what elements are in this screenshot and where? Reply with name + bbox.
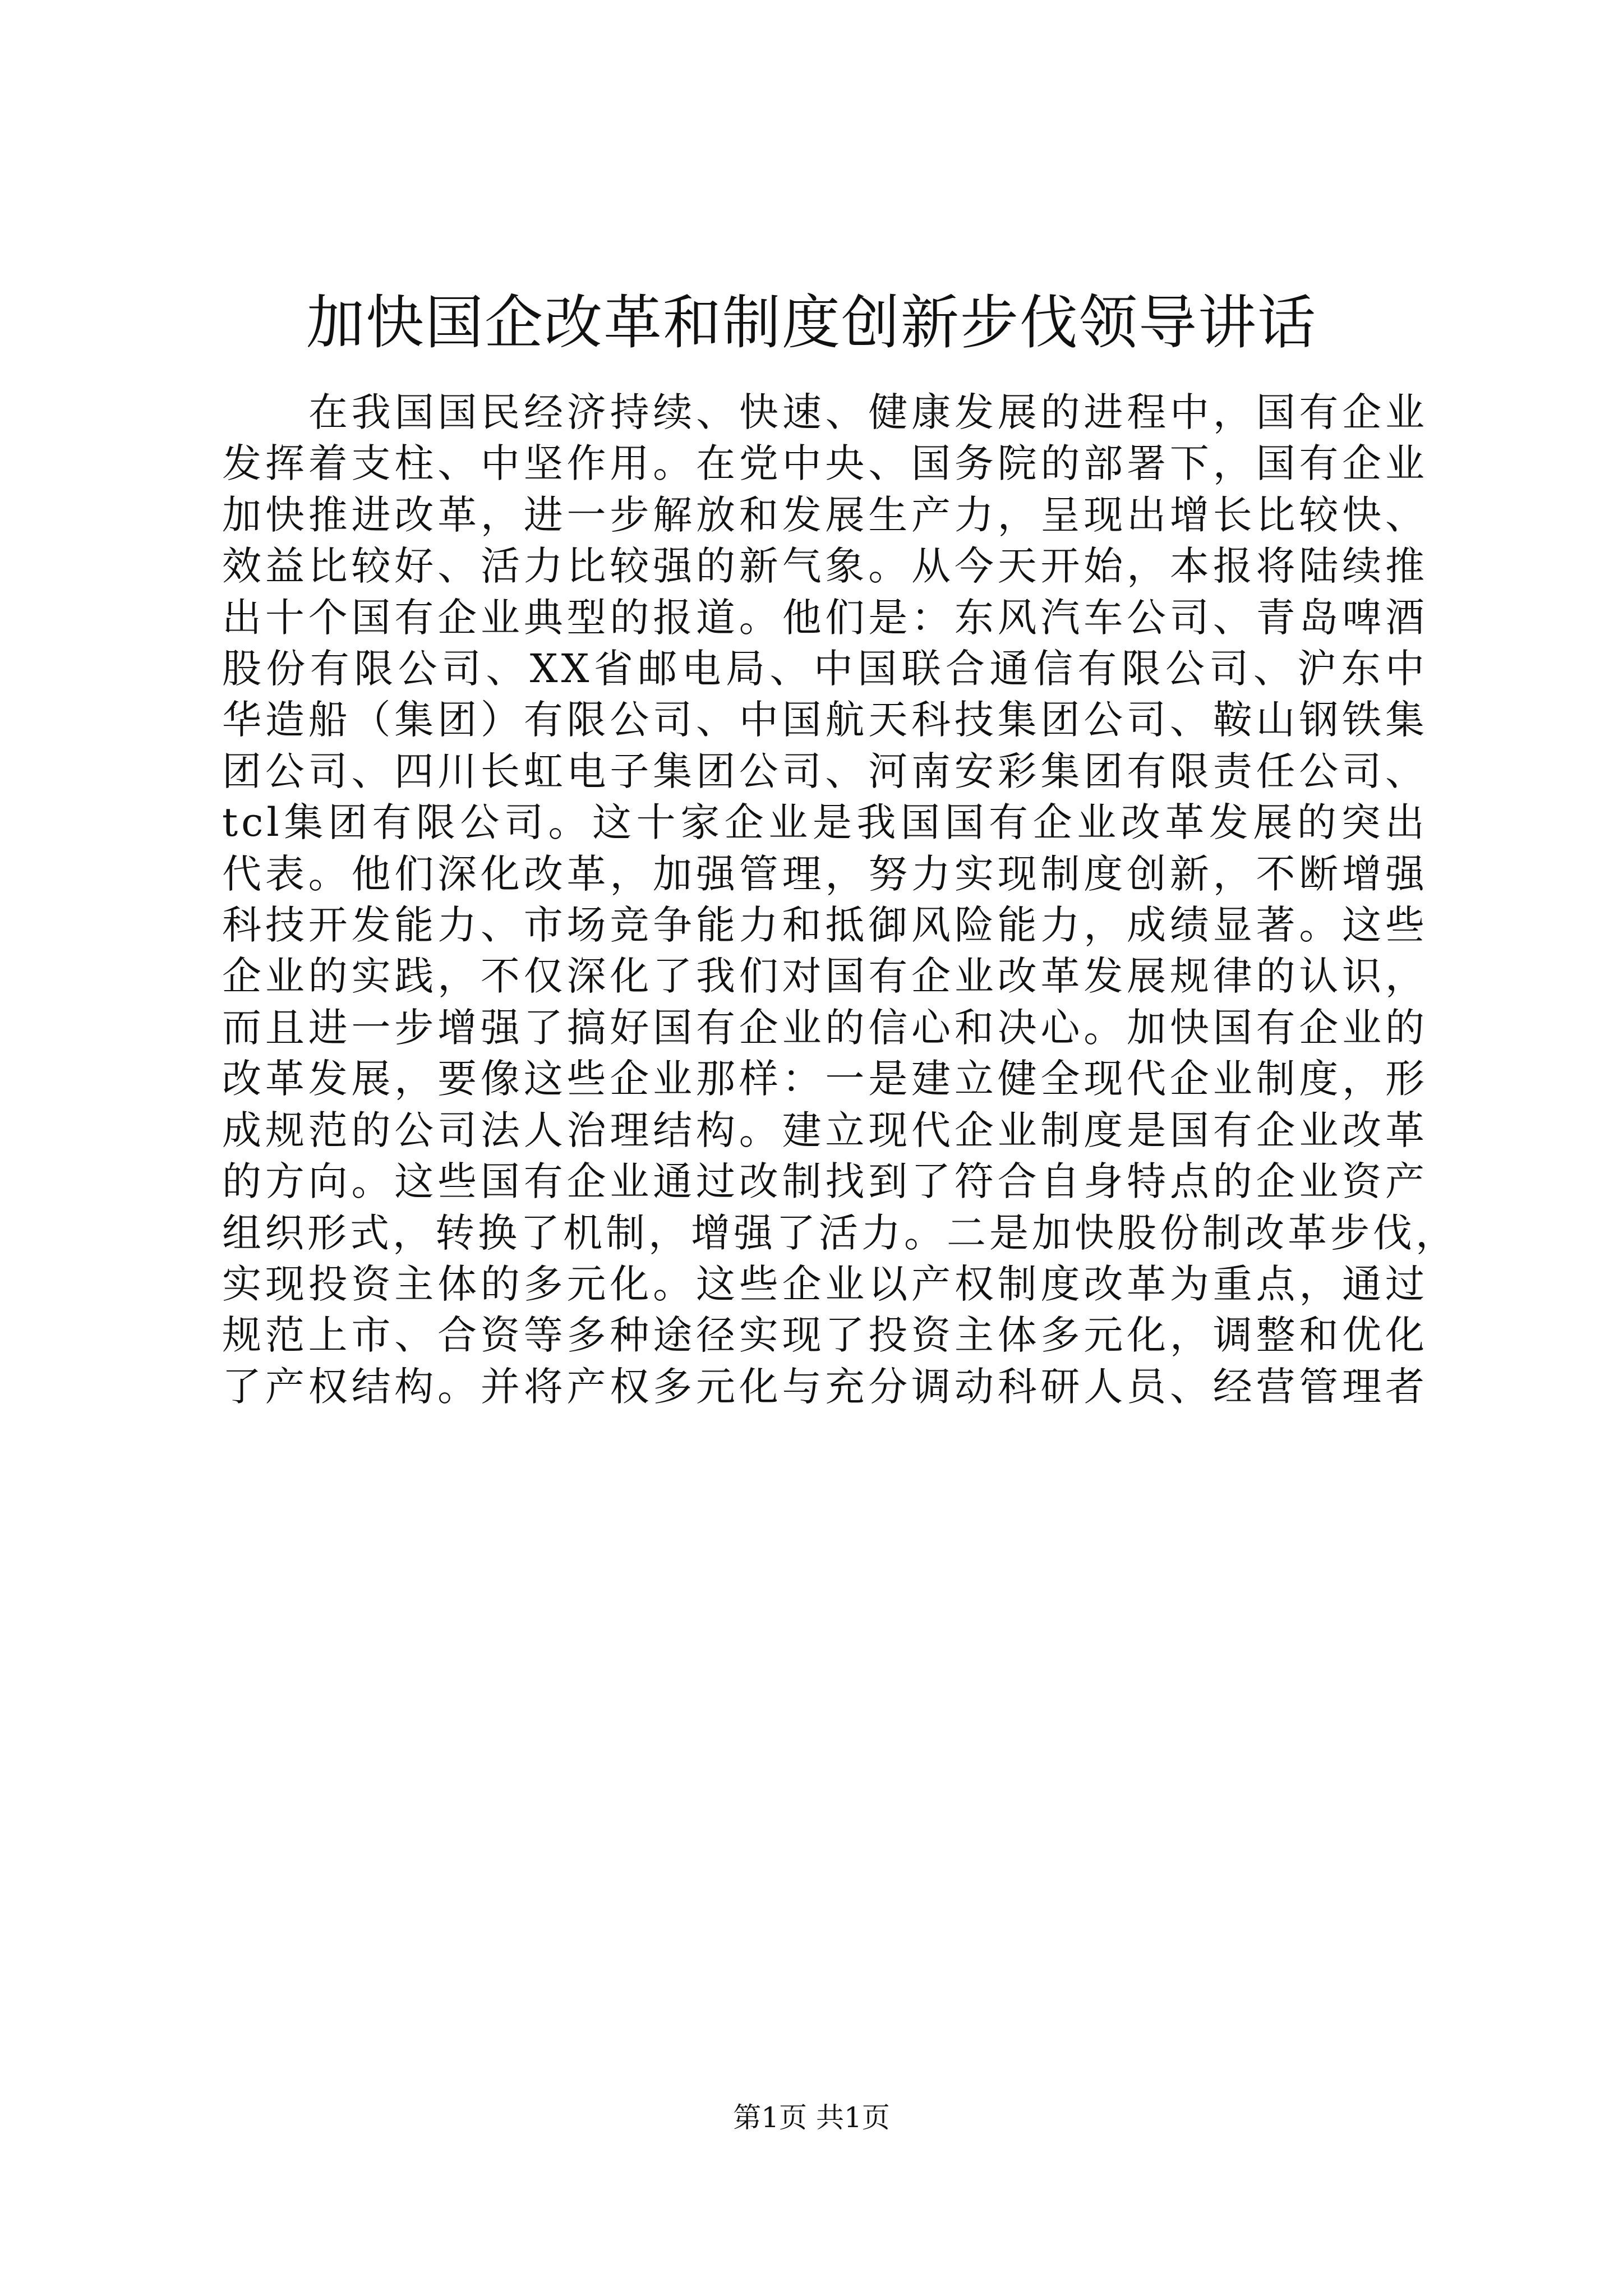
body-line: 在我国国民经济持续、快速、健康发展的进程中，国有企业: [308, 389, 1428, 435]
body-line: 企业的实践，不仅深化了我们对国有企业改革发展规律的认识，: [222, 953, 1428, 1000]
body-line: 而且进一步增强了搞好国有企业的信心和决心。加快国有企业的: [222, 1004, 1428, 1051]
body-line: 实现投资主体的多元化。这些企业以产权制度改革为重点，通过: [222, 1260, 1428, 1307]
body-line: 改革发展，要像这些企业那样：一是建立健全现代企业制度，形: [222, 1056, 1428, 1102]
body-line: tcl集团有限公司。这十家企业是我国国有企业改革发展的突出: [222, 799, 1428, 846]
body-line: 效益比较好、活力比较强的新气象。从今天开始，本报将陆续推: [222, 543, 1428, 590]
body-line: 代表。他们深化改革，加强管理，努力实现制度创新，不断增强: [222, 850, 1428, 897]
document-title: 加快国企改革和制度创新步伐领导讲话: [306, 288, 1317, 357]
body-line: 团公司、四川长虹电子集团公司、河南安彩集团有限责任公司、: [222, 748, 1428, 794]
body-line: 组织形式，转换了机制，增强了活力。二是加快股份制改革步伐，: [222, 1209, 1458, 1256]
page-footer: 第1页 共1页: [733, 2101, 890, 2134]
body-line: 华造船（集团）有限公司、中国航天科技集团公司、鞍山钢铁集: [222, 697, 1428, 743]
body-line: 成规范的公司法人治理结构。建立现代企业制度是国有企业改革: [222, 1107, 1428, 1153]
body-line: 了产权结构。并将产权多元化与充分调动科研人员、经营管理者: [222, 1363, 1428, 1410]
body-paragraph: [222, 387, 1458, 1412]
body-line: 科技开发能力、市场竞争能力和抵御风险能力，成绩显著。这些: [222, 902, 1428, 949]
body-line: 规范上市、合资等多种途径实现了投资主体多元化，调整和优化: [222, 1312, 1428, 1359]
body-line: 加快推进改革，进一步解放和发展生产力，呈现出增长比较快、: [222, 491, 1428, 538]
body-line: 股份有限公司、XX省邮电局、中国联合通信有限公司、沪东中: [222, 646, 1428, 692]
body-line: 发挥着支柱、中坚作用。在党中央、国务院的部署下，国有企业: [222, 440, 1428, 487]
body-line: 出十个国有企业典型的报道。他们是：东风汽车公司、青岛啤酒: [222, 594, 1428, 641]
body-line: 的方向。这些国有企业通过改制找到了符合自身特点的企业资产: [222, 1158, 1428, 1205]
